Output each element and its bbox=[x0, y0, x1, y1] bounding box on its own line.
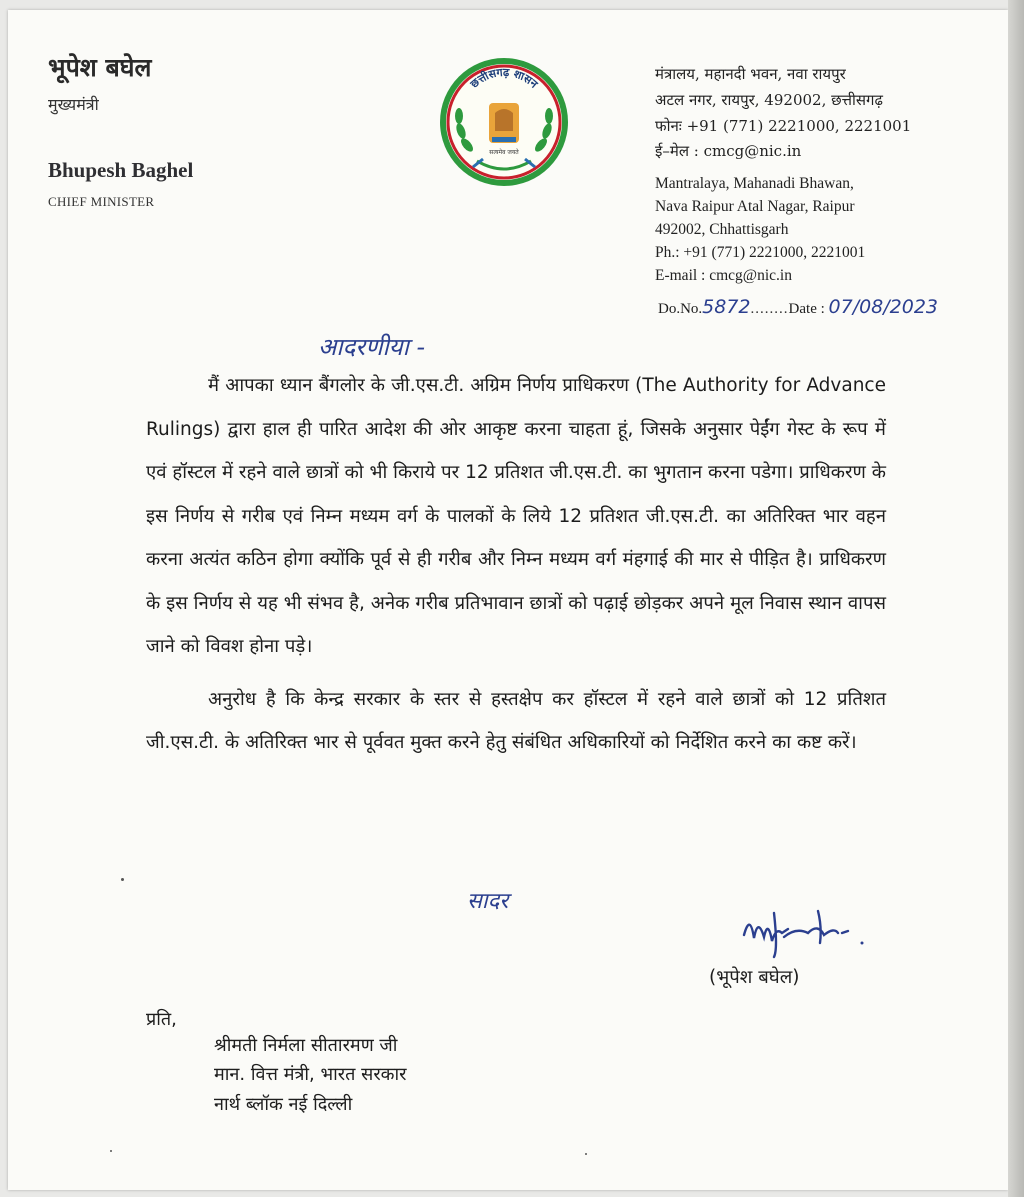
address-english-line-1: Mantralaya, Mahanadi Bhawan, bbox=[655, 175, 854, 192]
do-label: Do.No. bbox=[658, 301, 703, 317]
signature-icon bbox=[738, 893, 868, 963]
scan-speck bbox=[121, 878, 124, 881]
address-hindi-line-4: ई–मेल : cmcg@nic.in bbox=[655, 142, 802, 160]
address-english-line-2: Nava Raipur Atal Nagar, Raipur bbox=[655, 198, 855, 215]
address-hindi-line-2: अटल नगर, रायपुर, 492002, छत्तीसगढ़ bbox=[655, 91, 883, 109]
closing-handwritten: सादर bbox=[467, 889, 509, 914]
recipient-label: प्रति, bbox=[146, 1009, 177, 1030]
body-paragraph-2: अनुरोध है कि केन्द्र सरकार के स्तर से हस्तक्षेप कर हॉस्टल में रहने वाले छात्रों को 12 प्रतिशत जी.एस.टी. के अतिरिक्त भार से पूर्ववत मुक्त करने हेतु संबंधित अधिकारियों को निर्देशित करने का कष्ट करें। bbox=[146, 688, 886, 753]
recipient-line-1: श्रीमती निर्मला सीतारमण जी bbox=[214, 1035, 398, 1056]
sender-name-english: Bhupesh Baghel bbox=[48, 158, 194, 182]
svg-text:सत्यमेव जयते: सत्यमेव जयते bbox=[489, 149, 519, 156]
scan-speck bbox=[585, 1153, 587, 1155]
do-number: 5872 bbox=[702, 296, 751, 318]
address-hindi-line-1: मंत्रालय, महानदी भवन, नवा रायपुर bbox=[655, 65, 846, 83]
address-hindi-line-3: फोनः +91 (771) 2221000, 2221001 bbox=[655, 117, 912, 135]
date-value: 07/08/2023 bbox=[828, 296, 939, 318]
address-english-line-4: Ph.: +91 (771) 2221000, 2221001 bbox=[655, 244, 866, 261]
address-english-line-5: E-mail : cmcg@nic.in bbox=[655, 267, 792, 284]
sender-title-english: CHIEF MINISTER bbox=[48, 194, 155, 209]
signer-name: (भूपेश बघेल) bbox=[709, 967, 800, 988]
svg-text:छत्तीसगढ़ शासन: छत्तीसगढ़ शासन bbox=[467, 65, 541, 91]
salutation: आदरणीया - bbox=[318, 333, 426, 361]
letter-body bbox=[146, 364, 886, 765]
recipient-line-3: नार्थ ब्लॉक नई दिल्ली bbox=[214, 1094, 353, 1115]
body-paragraph-1: मैं आपका ध्यान बैंगलोर के जी.एस.टी. अग्रिम निर्णय प्राधिकरण (The Authority for Advance Rulings) द्वारा हाल ही पारित आदेश की ओर आकृष्ट करना चाहता हूं, जिसके अनुसार पेईंग गेस्ट के रूप में एवं हॉस्टल में रहने वाले छात्रों को भी किराये पर 12 प्रतिशत जी.एस.टी. का भुगतान करना पडेगा। प्राधिकरण के इस निर्णय से गरीब एवं निम्न मध्यम वर्ग के पालकों के लिये 12 प्रतिशत जी.एस.टी. का अतिरिक्त भार वहन करना अत्यंत कठिन होगा क्योंकि पूर्व से ही गरीब और निम्न मध्यम वर्ग मंहगाई की मार से पीड़ित है। प्राधिकरण के इस निर्णय से यह भी संभव है, अनेक गरीब प्रतिभावान छात्रों को पढ़ाई छोड़कर अपने मूल निवास स्थान वापस जाने को विवश होना पड़े। bbox=[146, 375, 886, 657]
scan-edge bbox=[1008, 0, 1024, 1197]
recipient-line-2: मान. वित्त मंत्री, भारत सरकार bbox=[214, 1064, 407, 1085]
address-english-line-3: 492002, Chhattisgarh bbox=[655, 221, 789, 238]
scan-speck bbox=[110, 1150, 112, 1152]
state-emblem-icon bbox=[437, 55, 571, 189]
sender-name-hindi: भूपेश बघेल bbox=[48, 53, 152, 82]
reference-line: Do.No.5872........Date : 07/08/2023 bbox=[658, 296, 939, 318]
date-label: Date : bbox=[788, 301, 825, 317]
sender-title-hindi: मुख्यमंत्री bbox=[48, 95, 99, 114]
